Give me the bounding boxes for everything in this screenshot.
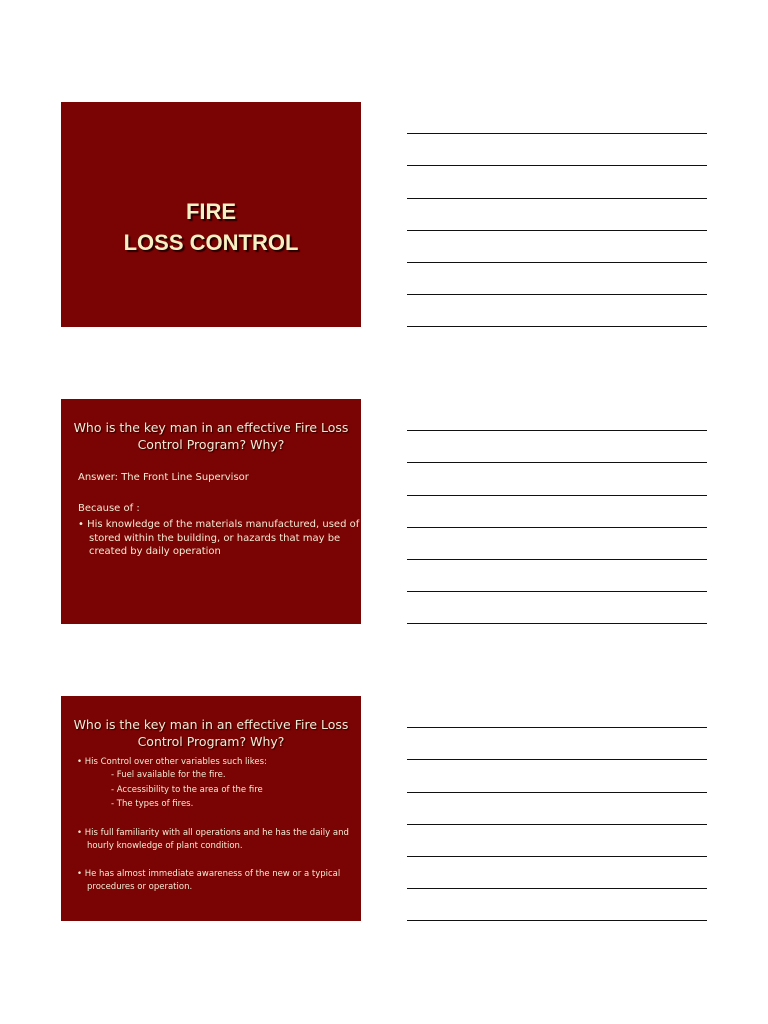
slide-1-title-line-1: FIRE (185, 199, 237, 224)
note-line (407, 262, 707, 263)
slide-2-because: Because of : (78, 503, 140, 514)
slide-3-sub-item-2: - Accessibility to the area of the fire (111, 785, 263, 795)
slide-3-bullet-1: • His Control over other variables such likes: (77, 757, 267, 767)
slide-1-title (61, 196, 361, 258)
note-line (407, 623, 707, 624)
note-line (407, 527, 707, 528)
note-line (407, 824, 707, 825)
note-line (407, 727, 707, 728)
slide-3-bullet-2: • His full familiarity with all operations and he has the daily and hourly knowledge of plant condition. (77, 828, 349, 851)
slide-1-title-line-2: LOSS CONTROL (123, 230, 299, 255)
note-line (407, 133, 707, 134)
note-line (407, 888, 707, 889)
slide-2-answer: Answer: The Front Line Supervisor (78, 472, 249, 483)
slide-3-sub-item-3: - The types of fires. (111, 799, 194, 809)
note-line (407, 495, 707, 496)
note-line (407, 294, 707, 295)
note-line (407, 920, 707, 921)
note-line (407, 559, 707, 560)
note-line (407, 230, 707, 231)
note-line (407, 430, 707, 431)
note-line (407, 326, 707, 327)
slide-3 (61, 696, 361, 921)
note-line (407, 591, 707, 592)
slide-2 (61, 399, 361, 624)
note-line (407, 856, 707, 857)
slide-3-title: Who is the key man in an effective Fire Loss Control Program? Why? (73, 717, 349, 749)
note-line (407, 198, 707, 199)
slide-3-bullet-3: • He has almost immediate awareness of the new or a typical procedures or operation. (77, 869, 341, 892)
note-line (407, 462, 707, 463)
slide-1 (61, 102, 361, 327)
note-line (407, 792, 707, 793)
slide-2-title: Who is the key man in an effective Fire Loss Control Program? Why? (73, 420, 349, 452)
slide-2-bullet-1: • His knowledge of the materials manufactured, used of stored within the building, or hazards that may be created by daily operation (78, 519, 360, 557)
note-line (407, 165, 707, 166)
slide-3-sub-item-1: - Fuel available for the fire. (111, 770, 226, 780)
note-line (407, 759, 707, 760)
